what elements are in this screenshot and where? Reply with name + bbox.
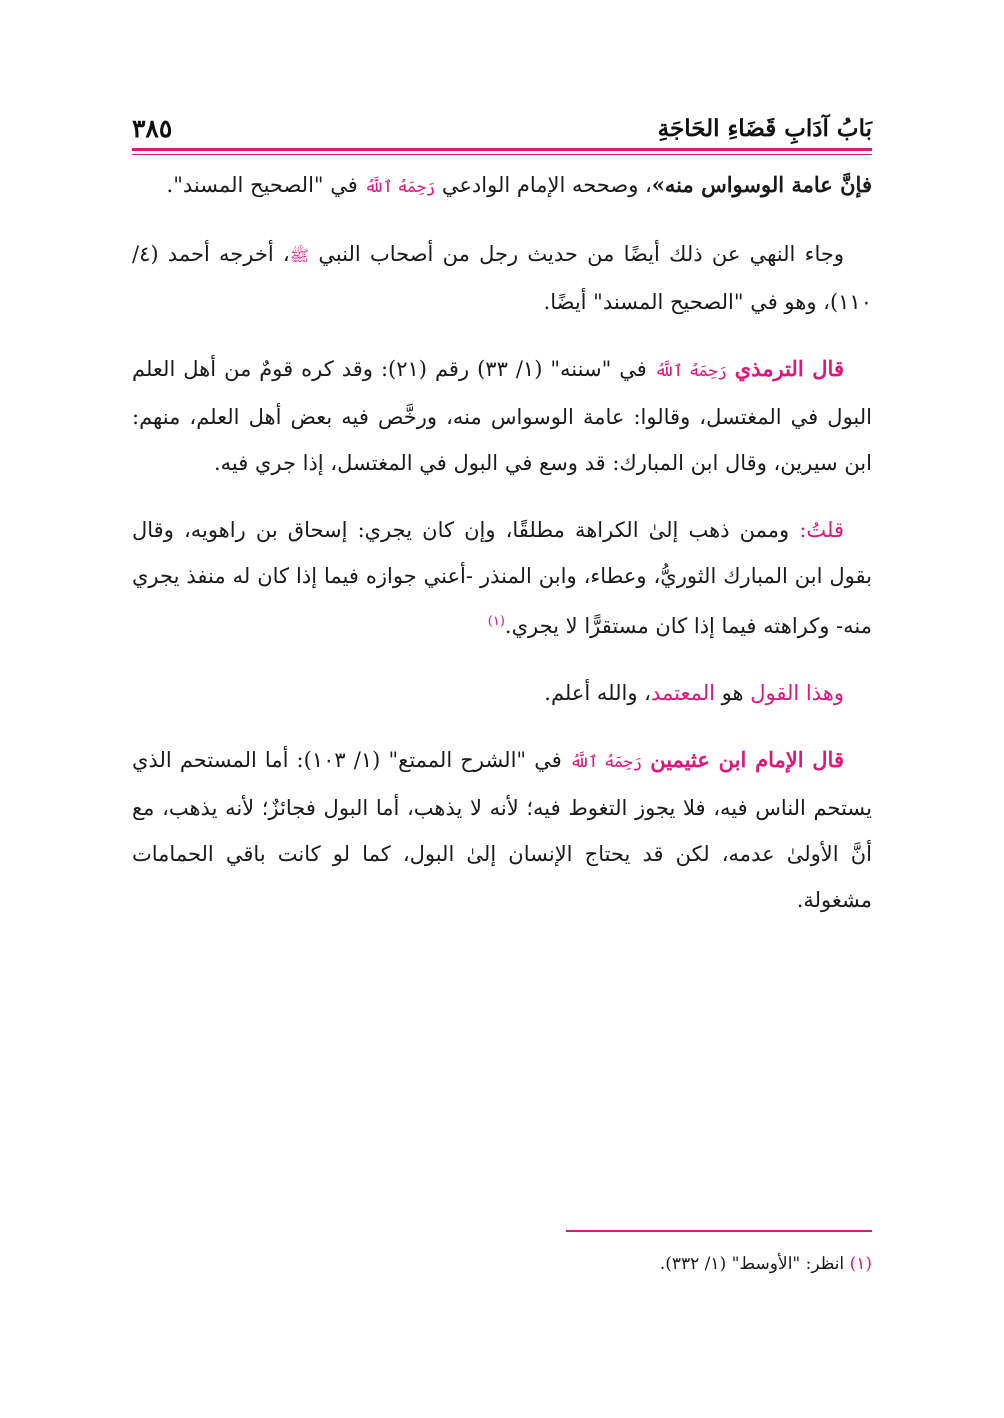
footnote-rule <box>566 1230 872 1232</box>
honorific-mark: رَحِمَهُ ٱللَّهُ <box>569 752 643 771</box>
footnote-text: انظر: "الأوسط" (١/ ٣٣٢). <box>659 1254 845 1274</box>
paragraph-3 <box>132 346 872 486</box>
salutation-mark: ﷺ <box>289 246 310 265</box>
paragraph-1 <box>132 162 872 210</box>
footnote-number: (١) <box>849 1254 872 1274</box>
paragraph-6 <box>132 737 872 923</box>
p6-lead: قال الإمام ابن عثيمين <box>650 747 844 772</box>
p6-text: في "الشرح الممتع" (١/ ١٠٣): أما المستحم الذي يستحم الناس فيه، فلا يجوز التغوط فيه؛ لأنه لا يذهب، أما البول فجائزٌ؛ لأنه يذهب، مع أنَّ الأولىٰ عدمه، لكن قد يحتاج الإنسان إلىٰ البول، كما لو كانت باقي الحمامات مشغولة. <box>132 748 872 912</box>
p5-tail: ، والله أعلم. <box>544 681 651 705</box>
body-text <box>132 162 872 944</box>
quote-end: فإنَّ عامة الوسواس منه» <box>651 172 872 197</box>
p3-lead: قال الترمذي <box>734 356 844 381</box>
p5-lead2: المعتمد <box>650 681 715 705</box>
p3-text: في "سننه" (١/ ٣٣) رقم (٢١): وقد كره قومٌ من أهل العلم البول في المغتسل، وقالوا: عامة الوسواس منه، ورخَّص فيه بعض أهل العلم، منهم: ابن سيرين، وقال ابن المبارك: قد وسع في البول في المغتسل، إذا جري فيه. <box>132 357 872 475</box>
p2-tail: ، أخرجه أحمد (٤/ ١١٠)، وهو في "الصحيح المسند" أيضًا. <box>132 242 872 314</box>
paragraph-4 <box>132 507 872 649</box>
page-number: ٣٨٥ <box>132 113 173 143</box>
honorific-mark: رَحِمَهُ ٱللَّهُ <box>654 361 727 380</box>
honorific-mark: رَحِمَهُ ٱللَّهُ <box>364 177 436 196</box>
p1-tail: في "الصحيح المسند". <box>166 173 358 197</box>
footnote-marker[interactable]: (١) <box>487 614 505 629</box>
p2-text: وجاء النهي عن ذلك أيضًا من حديث رجل من أصحاب النبي <box>318 242 845 266</box>
header-rule-thick <box>132 148 872 151</box>
page-header <box>132 108 872 148</box>
p5-mid: هو <box>721 681 744 705</box>
running-title: بَابُ آدَابِ قَضَاءِ الحَاجَةِ <box>657 114 872 142</box>
footnote <box>132 1250 872 1278</box>
p4-lead: قلتُ: <box>799 518 844 542</box>
p5-lead1: وهذا القول <box>750 681 844 705</box>
paragraph-5 <box>132 670 872 716</box>
p1-text: ، وصححه الإمام الوادعي <box>441 173 652 197</box>
p4-text: وممن ذهب إلىٰ الكراهة مطلقًا، وإن كان يجري: إسحاق بن راهويه، وقال بقول ابن المبارك الثوريُّ، وعطاء، وابن المنذر -أعني جوازه فيما إذا كان له منفذ يجري منه- وكراهته فيما إذا كان مستقرًّا لا يجري. <box>132 518 872 638</box>
paragraph-2 <box>132 231 872 325</box>
header-rule-thin <box>132 154 872 155</box>
